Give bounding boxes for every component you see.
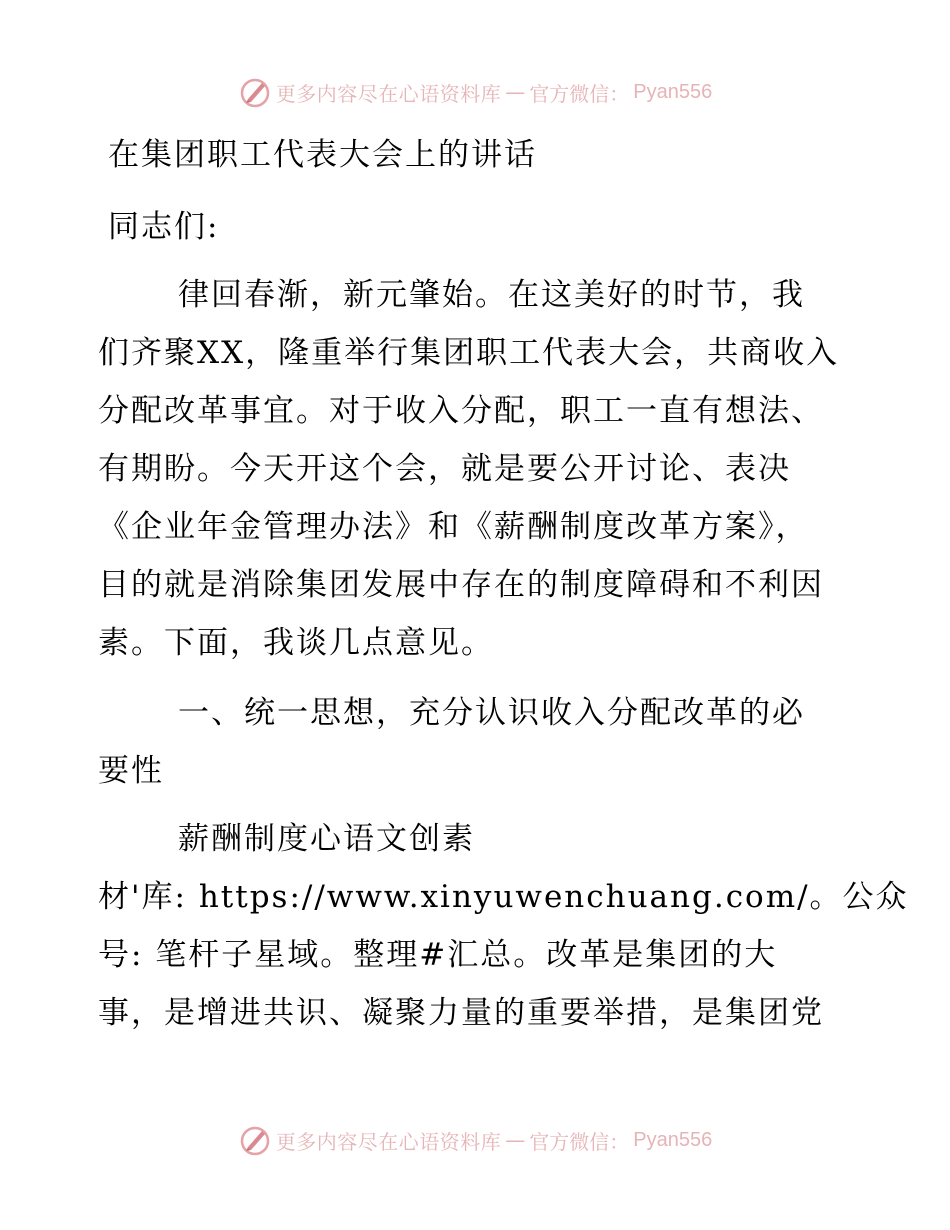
text-line: 有期盼。今天开这个会，就是要公开讨论、表决 — [98, 451, 791, 487]
text-line: 《企业年金管理办法》和《薪酬制度改革方案》， — [98, 509, 809, 545]
quill-logo-icon — [238, 75, 272, 109]
paragraph-opening — [98, 266, 868, 672]
text-line: 律回春渐，新元肇始。在这美好的时节，我 — [178, 277, 805, 313]
text-line: 事，是增进共识、凝聚力量的重要举措，是集团党 — [98, 995, 824, 1031]
salutation: 同志们: — [108, 209, 220, 245]
text-line: 素。下面，我谈几点意见。 — [98, 625, 494, 661]
text-line: 们齐聚XX，隆重举行集团职工代表大会，共商收入 — [98, 335, 840, 371]
watermark-header — [0, 72, 950, 112]
text-line: 材'库: https://www.xinyuwenchuang.com/。公众 — [98, 879, 909, 915]
watermark-footer — [0, 1120, 950, 1160]
text-line: 薪酬制度心语文创素 — [178, 821, 475, 857]
document-body — [98, 118, 909, 1042]
watermark-separator: — — [505, 80, 526, 104]
quill-logo-icon — [238, 1123, 272, 1157]
text-line: 要性 — [98, 753, 164, 789]
document-title: 在集团职工代表大会上的讲话 — [108, 137, 537, 173]
text-line: 目的就是消除集团发展中存在的制度障碍和不利因 — [98, 567, 824, 603]
paragraph-section-1 — [98, 810, 909, 1042]
watermark-wechat-id: Pyan556 — [633, 1128, 713, 1151]
text-line: 一、统一思想，充分认识收入分配改革的必 — [178, 695, 805, 731]
watermark-separator: — — [505, 1128, 526, 1152]
watermark-wechat-id: Pyan556 — [633, 80, 713, 103]
watermark-text: 更多内容尽在心语资料库 — [275, 81, 502, 106]
watermark-text: 更多内容尽在心语资料库 — [275, 1129, 502, 1154]
section-heading-1 — [98, 684, 868, 800]
watermark-wechat-label: 官方微信： — [529, 1129, 630, 1154]
watermark-wechat-label: 官方微信： — [529, 81, 630, 106]
text-line: 分配改革事宜。对于收入分配，职工一直有想法、 — [98, 393, 824, 429]
text-line: 号: 笔杆子星域。整理#汇总。改革是集团的大 — [98, 937, 778, 973]
